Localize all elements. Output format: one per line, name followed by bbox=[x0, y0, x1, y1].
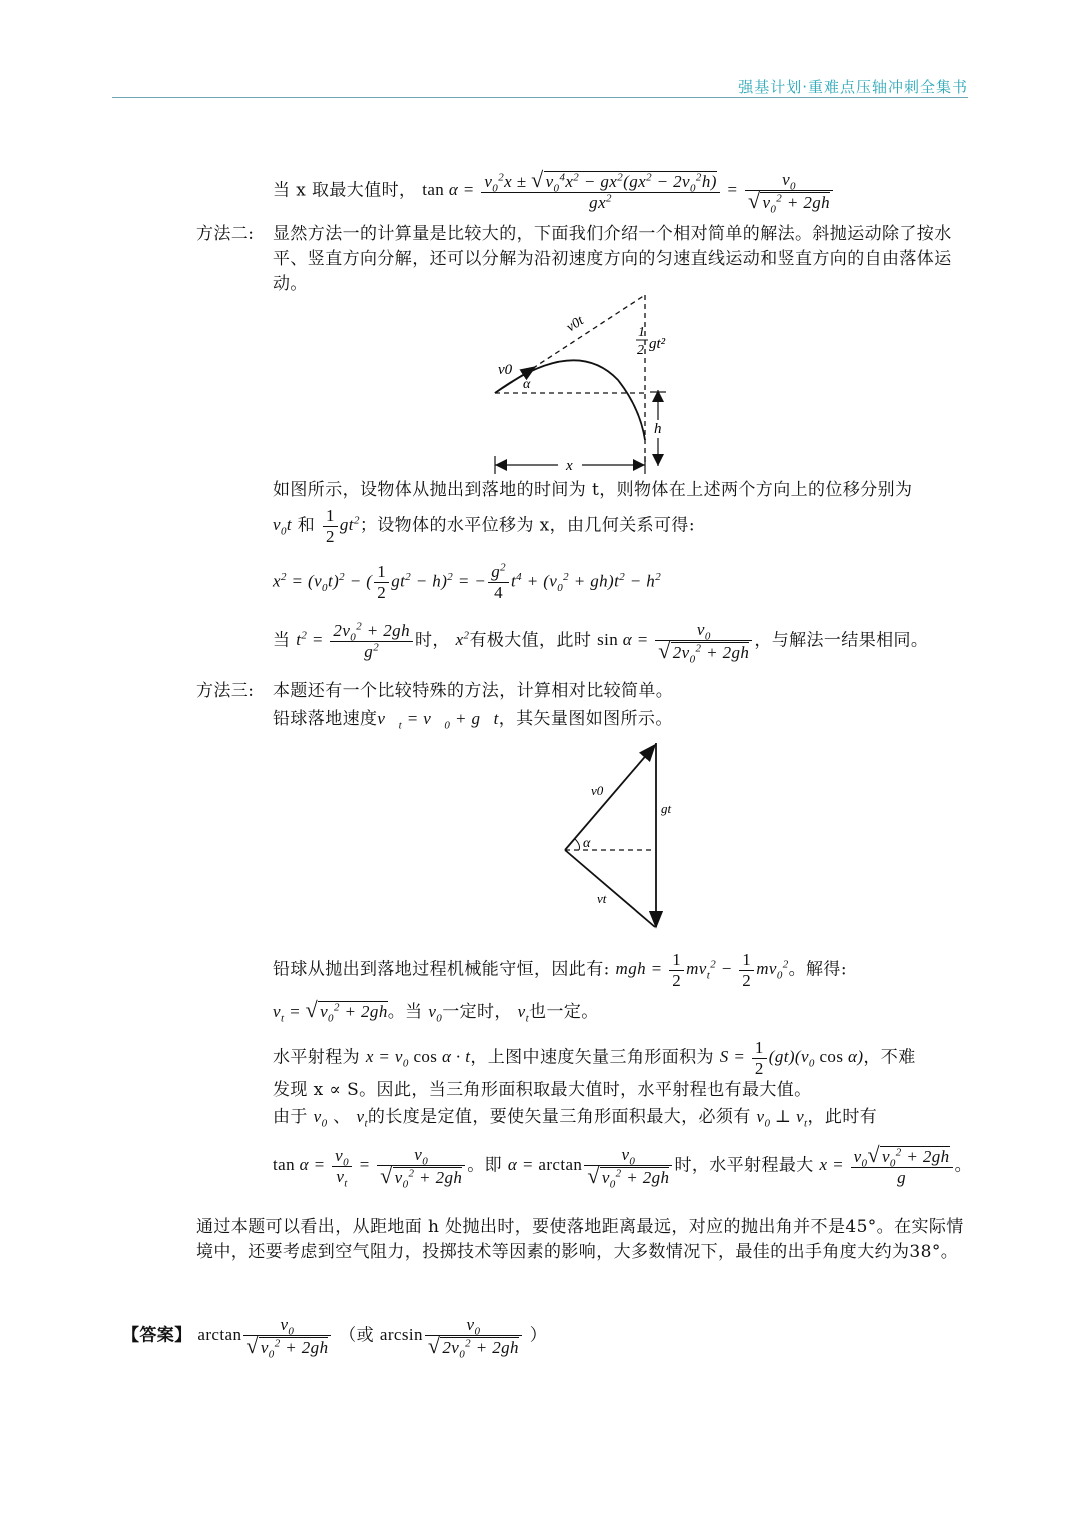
tan-formula-1: tan α = $\frac{v_0^2x \pm √ v_0^4x^2 - gx^2(gx^2 - 2v_0^2h)}{gx^2}$ = $\frac{v_0}{√ v_0^2 + 2gh}$ bbox=[422, 180, 835, 199]
fig1-x-label: x bbox=[566, 458, 573, 474]
vt-tail: 也一定。 bbox=[529, 1002, 599, 1022]
fig1-v0-label: v0 bbox=[498, 362, 513, 378]
fig1-half-den: 2 bbox=[637, 343, 644, 358]
max-x-line bbox=[273, 167, 835, 216]
t2-mid: 时， bbox=[414, 630, 450, 651]
line2-lead: 铅球落地速度 bbox=[273, 709, 378, 729]
energy-tail: 。解得: bbox=[788, 959, 847, 980]
final-mid: 。即 bbox=[467, 1155, 503, 1176]
range-mid: ，上图中速度矢量三角形面积为 bbox=[470, 1047, 714, 1068]
line2-tail: ，其矢量图如图所示。 bbox=[498, 709, 673, 729]
max-x-lead: 当 x 取最大值时， bbox=[273, 180, 417, 201]
t2-line: 当 $t^2$ = $\frac{2v_0^2 + 2gh}{g^2}$ 时， $x^2$有极大值，此时 sin α = $\frac{v_0}{√ 2v_0^2 + 2gh}$ ，与解法一结果相同。 bbox=[273, 620, 929, 666]
since-tail: ，此时有 bbox=[807, 1107, 878, 1127]
range-lead: 水平射程为 bbox=[273, 1047, 360, 1068]
energy-line: 铅球从抛出到落地过程机械能守恒，因此有: mgh = $\frac{1}{2}$ $mv_t^2$ − $\frac{1}{2}$ $mv_0^2$。解得: bbox=[273, 950, 847, 990]
range-tail: ，不难 bbox=[863, 1047, 916, 1068]
fig1-alpha-label: α bbox=[523, 377, 531, 392]
answer-label: 【答案】 bbox=[122, 1325, 192, 1346]
velocity-triangle-figure bbox=[555, 735, 695, 935]
energy-lead: 铅球从抛出到落地过程机械能守恒，因此有: bbox=[273, 959, 610, 980]
final-line: tan α = $\frac{v_0}{v_t}$ = $\frac{v_0}{√ v_0^2 + 2gh}$ 。即 α = arctan $\frac{v_0}{√ v_0^2 + 2gh}$ 时，水平射程最大 x = $\frac{v_0√ v_0^2 + 2gh}{g}$ 。 bbox=[273, 1142, 972, 1191]
t2-lead: 当 bbox=[273, 630, 291, 651]
since-lead: 由于 bbox=[273, 1107, 308, 1127]
vt-line: $v_t$ = √ $v_0^2 + 2gh$。当 $v_0$一定时， $v_t$也一定。 bbox=[273, 997, 599, 1025]
vt-mid: 。当 bbox=[387, 1002, 423, 1022]
method3-line2: 铅球落地速度$v⃗_t$ = $v⃗_0$ + g⃗t，其矢量图如图所示。 bbox=[273, 709, 673, 732]
fig1-h-label: h bbox=[654, 421, 662, 437]
fig1-half-num: 1 bbox=[638, 325, 645, 340]
fig2-gt-label: gt bbox=[661, 801, 672, 816]
answer-alt-open: （或 bbox=[339, 1325, 375, 1346]
method2-para1: 如图所示，设物体从抛出到落地的时间为 t，则物体在上述两个方向上的位移分别为 bbox=[273, 480, 913, 500]
method2-para2: $v_0t$ 和 $\frac{1}{2}$ $gt^2$；设物体的水平位移为 x，由几何关系可得: bbox=[273, 506, 695, 546]
range-line: 水平射程为 $x = v_0$ cos α · t，上图中速度矢量三角形面积为 S = $\frac{1}{2}$ $(gt)(v_0$ cos α)，不难 bbox=[273, 1038, 916, 1078]
method3-line1: 本题还有一个比较特殊的方法，计算相对比较简单。 bbox=[273, 681, 674, 701]
fig2-alpha-label: α bbox=[583, 836, 591, 851]
method3-label: 方法三: bbox=[196, 681, 255, 701]
method2-para2-mid: ；设物体的水平位移为 x，由几何关系可得: bbox=[359, 515, 695, 536]
final-tail: 。 bbox=[954, 1155, 972, 1176]
fig1-v0t-label: v0t bbox=[564, 313, 587, 336]
since-mid: 的长度是定值，要使矢量三角形面积最大，必须有 bbox=[367, 1107, 751, 1127]
x2-equation: $x^2 = (v_0t)^2$ − ( $\frac{1}{2}$ $gt^2 - h)^2$ = − $\frac{g^2}{4}$ $t^4 + (v_0^2 + gh)t^2 - h^2$ bbox=[273, 561, 662, 602]
since-line: 由于 $v_0$ 、 $v_t$的长度是定值，要使矢量三角形面积最大，必须有 $v_0$ ⊥ $v_t$，此时有 bbox=[273, 1107, 878, 1130]
vt-mid2: 一定时， bbox=[442, 1002, 512, 1022]
find-line: 发现 x ∝ S。因此，当三角形面积取最大值时，水平射程也有最大值。 bbox=[273, 1080, 812, 1100]
t2-tail: ，与解法一结果相同。 bbox=[754, 630, 929, 651]
fig2-vt-label: vt bbox=[597, 891, 607, 906]
method2-text: 显然方法一的计算量是比较大的，下面我们介绍一个相对简单的解法。斜抛运动除了按水平、竖直方向分解，还可以分解为沿初速度方向的匀速直线运动和竖直方向的自由落体运动。 bbox=[273, 224, 952, 294]
header-rule bbox=[112, 97, 968, 98]
running-header: 强基计划·重难点压轴冲刺全集书 bbox=[738, 78, 968, 96]
answer-alt-close: ） bbox=[529, 1325, 548, 1346]
fig2-v0-label: v0 bbox=[591, 783, 604, 798]
conclusion: 通过本题可以看出，从距地面 h 处抛出时，要使落地距离最远，对应的抛出角并不是45°。在实际情境中，还要考虑到空气阻力，投掷技术等因素的影响，大多数情况下，最佳的出手角度大约为38°。 bbox=[196, 1217, 964, 1262]
projectile-decomposition-figure bbox=[490, 290, 680, 480]
answer-line: 【答案】 arctan $\frac{v_0}{√ v_0^2 + 2gh}$ （或 arcsin $\frac{v_0}{√ 2v_0^2 + 2gh}$ ） bbox=[122, 1315, 548, 1361]
final-mid2: 时，水平射程最大 bbox=[674, 1155, 814, 1176]
fig1-gt2-label: gt² bbox=[649, 336, 666, 352]
method2-label: 方法二: bbox=[196, 224, 255, 244]
t2-mid2: 有极大值，此时 bbox=[469, 630, 592, 651]
